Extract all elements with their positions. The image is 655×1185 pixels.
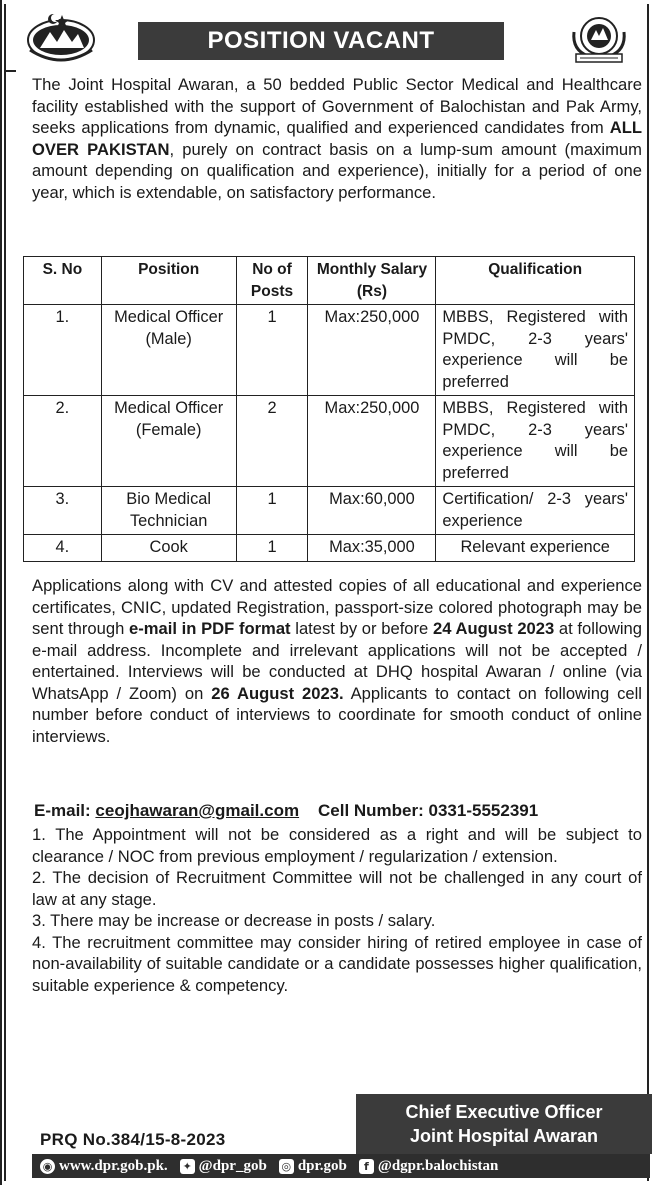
balochistan-govt-emblem-icon [564, 12, 634, 64]
list-item: 1. The Appointment will not be considered as a right and will be subject to clearance / NOC from previous employment / regularization / extension. [32, 825, 642, 866]
signature-title: Chief Executive Officer [405, 1102, 603, 1122]
footer-instagram[interactable] [279, 1158, 347, 1175]
cell-sno: 3. [24, 487, 102, 535]
intro-paragraph [32, 74, 642, 203]
intro-text: The Joint Hospital Awaran, a 50 bedded Public Sector Medical and Healthcare facility established with the support of Government of Balochistan and Pak Army, seeks applications from dynamic, qualified and experienced candidates from [32, 75, 642, 137]
application-text: at following e-mail address. Incomplete and irrelevant applications will not be accepted / entertained. Interviews will be conducted at DHQ hospital Awaran / online (via WhatsApp / Zoom) on [32, 619, 642, 703]
cell-label: Cell Number: [317, 801, 424, 820]
advertisement-page [4, 4, 649, 1181]
table-row [24, 487, 635, 535]
instagram-handle: dpr.gob [297, 1157, 347, 1174]
left-divider [6, 70, 16, 72]
intro-emphasis: ALL OVER PAKISTAN [32, 118, 642, 159]
col-header-posts: No of Posts [236, 257, 308, 305]
contact-line [34, 800, 644, 821]
application-text: latest by or before [290, 619, 433, 638]
cell-salary: Max:60,000 [308, 487, 436, 535]
application-text: Applicants to contact on following cell number before conduct of interviews to coordinate for smooth conduct of online interviews. [32, 683, 642, 746]
list-item: 3. There may be increase or decrease in posts / salary. [32, 911, 436, 930]
application-text: Applications along with CV and attested copies of all educational and experience certificates, CNIC, updated Registration, passport-size colored photograph may be sent through [32, 576, 642, 638]
signature-block [356, 1094, 652, 1154]
header [6, 4, 651, 70]
cell-posts: 1 [236, 305, 308, 396]
instagram-icon: ◎ [279, 1159, 294, 1174]
footer-website[interactable] [40, 1158, 168, 1175]
footer-twitter[interactable] [180, 1158, 267, 1175]
cell-qualification: MBBS, Registered with PMDC, 2-3 years' experience will be preferred [436, 396, 635, 487]
application-deadline: 24 August 2023 [432, 619, 555, 638]
cell-posts: 1 [236, 535, 308, 562]
facebook-icon: f [359, 1159, 374, 1174]
cell-position: Cook [101, 535, 236, 562]
email-label: E-mail: [34, 801, 91, 820]
cell-number: 0331-5552391 [428, 801, 539, 820]
left-edge-line [0, 0, 2, 1185]
col-header-sno: S. No [24, 257, 102, 305]
cell-qualification: Relevant experience [436, 535, 635, 562]
col-header-salary: Monthly Salary (Rs) [308, 257, 436, 305]
intro-text-end: , purely on contract basis on a lump-sum amount (maximum amount depending on qualification and experience), initially for a period of one year, which is extendable, on satisfactory performance. [32, 139, 642, 202]
cell-sno: 2. [24, 396, 102, 487]
table-header-row [24, 257, 635, 305]
table-row [24, 535, 635, 562]
cell-salary: Max:250,000 [308, 396, 436, 487]
website-text: www.dpr.gob.pk. [59, 1157, 168, 1174]
table-row [24, 396, 635, 487]
footer-bar [32, 1154, 650, 1178]
page-title: POSITION VACANT [138, 22, 504, 60]
cell-posts: 2 [236, 396, 308, 487]
footer-facebook[interactable] [359, 1158, 499, 1175]
application-format: e-mail in PDF format [129, 619, 291, 638]
list-item: 4. The recruitment committee may consider hiring of retired employee in case of non-availability of suitable candidate or a candidate possesses higher qualification, suitable experience & competency. [32, 932, 642, 995]
joint-hospital-emblem-icon [26, 12, 96, 64]
vacancies-table [23, 256, 635, 562]
cell-position: Medical Officer (Female) [101, 396, 236, 487]
twitter-handle: @dpr_gob [198, 1157, 267, 1174]
list-item: 2. The decision of Recruitment Committee will not be challenged in any court of law at any stage. [32, 868, 642, 909]
col-header-position: Position [101, 257, 236, 305]
cell-salary: Max:35,000 [308, 535, 436, 562]
cell-position: Bio Medical Technician [101, 487, 236, 535]
cell-qualification: MBBS, Registered with PMDC, 2-3 years' experience will be preferred [436, 305, 635, 396]
cell-sno: 4. [24, 535, 102, 562]
terms-list [32, 824, 642, 996]
email-link[interactable]: ceojhawaran@gmail.com [95, 801, 300, 820]
table-row [24, 305, 635, 396]
cell-posts: 1 [236, 487, 308, 535]
prq-number: PRQ No.384/15-8-2023 [40, 1130, 226, 1149]
application-paragraph [32, 575, 642, 747]
globe-icon: ◉ [40, 1159, 55, 1174]
signature-org: Joint Hospital Awaran [409, 1126, 599, 1146]
col-header-qualification: Qualification [436, 257, 635, 305]
facebook-handle: @dgpr.balochistan [377, 1157, 499, 1174]
cell-qualification: Certification/ 2-3 years' experience [436, 487, 635, 535]
twitter-icon: ✦ [180, 1159, 195, 1174]
interview-date: 26 August 2023. [211, 683, 344, 703]
cell-position: Medical Officer (Male) [101, 305, 236, 396]
cell-salary: Max:250,000 [308, 305, 436, 396]
cell-sno: 1. [24, 305, 102, 396]
